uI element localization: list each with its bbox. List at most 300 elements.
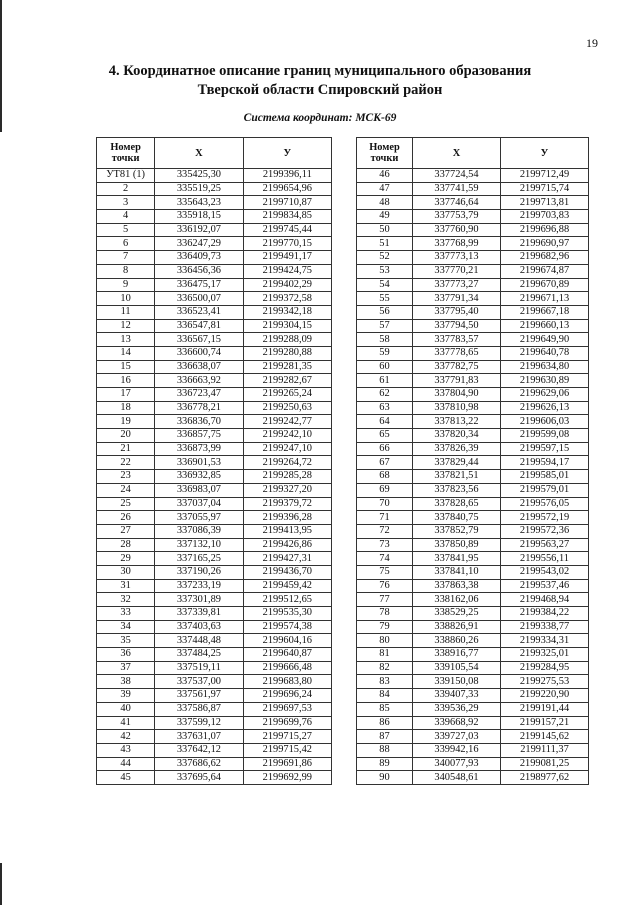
x-coordinate-cell: 336523,41 (155, 305, 243, 319)
table-row (357, 593, 589, 607)
x-coordinate-cell: 338860,26 (413, 634, 501, 648)
x-coordinate-cell: 337537,00 (155, 675, 243, 689)
x-coordinate-cell: 340548,61 (413, 771, 501, 785)
y-coordinate-cell: 2199634,80 (501, 360, 589, 374)
y-coordinate-cell: 2199713,81 (501, 196, 589, 210)
x-coordinate-cell: 337519,11 (155, 661, 243, 675)
x-coordinate-cell: 337599,12 (155, 716, 243, 730)
x-coordinate-cell: 336873,99 (155, 442, 243, 456)
x-coordinate-cell: 337055,97 (155, 511, 243, 525)
table-row (357, 182, 589, 196)
point-number-cell: 69 (357, 483, 413, 497)
point-number-cell: 34 (97, 620, 155, 634)
y-coordinate-cell: 2199327,20 (243, 483, 331, 497)
table-header-row (97, 138, 332, 169)
x-coordinate-cell: 337841,95 (413, 552, 501, 566)
point-number-cell: 76 (357, 579, 413, 593)
table-row (357, 675, 589, 689)
y-coordinate-cell: 2199342,18 (243, 305, 331, 319)
table-row (97, 771, 332, 785)
scan-edge-bottom (0, 863, 2, 905)
y-coordinate-cell: 2199242,77 (243, 415, 331, 429)
y-coordinate-cell: 2199649,90 (501, 333, 589, 347)
point-number-cell: 63 (357, 401, 413, 415)
point-number-cell: 9 (97, 278, 155, 292)
coordinates-table-right (356, 137, 589, 785)
x-coordinate-cell: 337037,04 (155, 497, 243, 511)
y-coordinate-cell: 2199697,53 (243, 702, 331, 716)
point-number-cell: 81 (357, 648, 413, 662)
y-coordinate-cell: 2199111,37 (501, 743, 589, 757)
page-number: 19 (586, 36, 598, 50)
y-coordinate-cell: 2199275,53 (501, 675, 589, 689)
header-point-line1: Номер (110, 142, 141, 153)
y-coordinate-cell: 2199606,03 (501, 415, 589, 429)
x-coordinate-cell: 337403,63 (155, 620, 243, 634)
x-coordinate-cell: 339105,54 (413, 661, 501, 675)
table-row (357, 497, 589, 511)
table-row (97, 305, 332, 319)
y-coordinate-cell: 2199157,21 (501, 716, 589, 730)
document-title (60, 62, 580, 100)
table-row (97, 442, 332, 456)
y-coordinate-cell: 2199745,44 (243, 223, 331, 237)
point-number-cell: 50 (357, 223, 413, 237)
y-coordinate-cell: 2199402,29 (243, 278, 331, 292)
x-coordinate-cell: 339727,03 (413, 730, 501, 744)
x-coordinate-cell: 337778,65 (413, 346, 501, 360)
x-coordinate-cell: 337233,19 (155, 579, 243, 593)
y-coordinate-cell: 2199654,96 (243, 182, 331, 196)
y-coordinate-cell: 2199572,36 (501, 524, 589, 538)
point-number-cell: 38 (97, 675, 155, 689)
table-row (357, 511, 589, 525)
table-row (357, 305, 589, 319)
table-row (357, 771, 589, 785)
table-row (357, 470, 589, 484)
point-number-cell: 29 (97, 552, 155, 566)
y-coordinate-cell: 2199691,86 (243, 757, 331, 771)
y-coordinate-cell: 2199396,11 (243, 169, 331, 183)
point-number-cell: 42 (97, 730, 155, 744)
table-row (357, 333, 589, 347)
point-number-cell: 12 (97, 319, 155, 333)
y-coordinate-cell: 2199543,02 (501, 565, 589, 579)
table-row (357, 360, 589, 374)
x-coordinate-cell: 337132,10 (155, 538, 243, 552)
y-coordinate-cell: 2199304,15 (243, 319, 331, 333)
y-coordinate-cell: 2199334,31 (501, 634, 589, 648)
table-row (357, 716, 589, 730)
table-row (97, 552, 332, 566)
y-coordinate-cell: 2199699,76 (243, 716, 331, 730)
x-coordinate-cell: 337773,27 (413, 278, 501, 292)
table-row (357, 702, 589, 716)
point-number-cell: 45 (97, 771, 155, 785)
point-number-cell: 89 (357, 757, 413, 771)
y-coordinate-cell: 2199282,67 (243, 374, 331, 388)
y-coordinate-cell: 2199710,87 (243, 196, 331, 210)
x-coordinate-cell: 337823,56 (413, 483, 501, 497)
x-coordinate-cell: 339150,08 (413, 675, 501, 689)
point-number-cell: 3 (97, 196, 155, 210)
point-number-cell: 43 (97, 743, 155, 757)
x-coordinate-cell: 337724,54 (413, 169, 501, 183)
table-row (357, 634, 589, 648)
point-number-cell: 7 (97, 251, 155, 265)
table-row (357, 237, 589, 251)
table-row (97, 292, 332, 306)
scan-edge-top (0, 0, 2, 132)
point-number-cell: 74 (357, 552, 413, 566)
table-row (97, 702, 332, 716)
x-coordinate-cell: 336475,17 (155, 278, 243, 292)
x-coordinate-cell: 337791,34 (413, 292, 501, 306)
x-coordinate-cell: 337695,64 (155, 771, 243, 785)
y-coordinate-cell: 2199459,42 (243, 579, 331, 593)
y-coordinate-cell: 2199537,46 (501, 579, 589, 593)
x-coordinate-cell: 337820,34 (413, 429, 501, 443)
y-coordinate-cell: 2199574,38 (243, 620, 331, 634)
table-row (97, 401, 332, 415)
point-number-cell: 21 (97, 442, 155, 456)
y-coordinate-cell: 2199220,90 (501, 689, 589, 703)
x-coordinate-cell: 337086,39 (155, 524, 243, 538)
header-y: У (501, 138, 589, 169)
x-coordinate-cell: 338529,25 (413, 607, 501, 621)
point-number-cell: 26 (97, 511, 155, 525)
point-number-cell: 78 (357, 607, 413, 621)
x-coordinate-cell: 336663,92 (155, 374, 243, 388)
x-coordinate-cell: 337804,90 (413, 388, 501, 402)
point-number-cell: 39 (97, 689, 155, 703)
y-coordinate-cell: 2199384,22 (501, 607, 589, 621)
y-coordinate-cell: 2199579,01 (501, 483, 589, 497)
point-number-cell: 87 (357, 730, 413, 744)
point-number-cell: 10 (97, 292, 155, 306)
y-coordinate-cell: 2199468,94 (501, 593, 589, 607)
y-coordinate-cell: 2199703,83 (501, 210, 589, 224)
x-coordinate-cell: 337561,97 (155, 689, 243, 703)
point-number-cell: 68 (357, 470, 413, 484)
table-row (357, 483, 589, 497)
y-coordinate-cell: 2199427,31 (243, 552, 331, 566)
table-row (97, 429, 332, 443)
point-number-cell: 41 (97, 716, 155, 730)
y-coordinate-cell: 2199670,89 (501, 278, 589, 292)
x-coordinate-cell: 337760,90 (413, 223, 501, 237)
point-number-cell: 66 (357, 442, 413, 456)
table-row (97, 182, 332, 196)
y-coordinate-cell: 2199572,19 (501, 511, 589, 525)
x-coordinate-cell: 337782,75 (413, 360, 501, 374)
point-number-cell: 59 (357, 346, 413, 360)
table-row (97, 196, 332, 210)
table-row (357, 196, 589, 210)
x-coordinate-cell: 336901,53 (155, 456, 243, 470)
point-number-cell: 64 (357, 415, 413, 429)
x-coordinate-cell: 337841,10 (413, 565, 501, 579)
point-number-cell: 90 (357, 771, 413, 785)
point-number-cell: 79 (357, 620, 413, 634)
table-row (97, 360, 332, 374)
x-coordinate-cell: 337301,89 (155, 593, 243, 607)
x-coordinate-cell: 337840,75 (413, 511, 501, 525)
point-number-cell: 33 (97, 607, 155, 621)
y-coordinate-cell: 2199715,74 (501, 182, 589, 196)
table-row (97, 689, 332, 703)
x-coordinate-cell: 337852,79 (413, 524, 501, 538)
y-coordinate-cell: 2199265,24 (243, 388, 331, 402)
y-coordinate-cell: 2199247,10 (243, 442, 331, 456)
x-coordinate-cell: 339536,29 (413, 702, 501, 716)
point-number-cell: 49 (357, 210, 413, 224)
table-row (357, 278, 589, 292)
table-row (357, 524, 589, 538)
point-number-cell: 61 (357, 374, 413, 388)
table-row (357, 319, 589, 333)
y-coordinate-cell: 2199280,88 (243, 346, 331, 360)
y-coordinate-cell: 2199690,97 (501, 237, 589, 251)
x-coordinate-cell: 336409,73 (155, 251, 243, 265)
title-line-2: Тверской области Спировский район (197, 82, 443, 98)
y-coordinate-cell: 2199715,27 (243, 730, 331, 744)
point-number-cell: 16 (97, 374, 155, 388)
x-coordinate-cell: 336638,07 (155, 360, 243, 374)
point-number-cell: 72 (357, 524, 413, 538)
x-coordinate-cell: 337586,87 (155, 702, 243, 716)
table-row (97, 415, 332, 429)
point-number-cell: 20 (97, 429, 155, 443)
header-x: X (413, 138, 501, 169)
point-number-cell: 71 (357, 511, 413, 525)
x-coordinate-cell: 336456,36 (155, 264, 243, 278)
point-number-cell: 28 (97, 538, 155, 552)
table-row (97, 483, 332, 497)
y-coordinate-cell: 2199563,27 (501, 538, 589, 552)
x-coordinate-cell: 336600,74 (155, 346, 243, 360)
x-coordinate-cell: 337339,81 (155, 607, 243, 621)
point-number-cell: 53 (357, 264, 413, 278)
y-coordinate-cell: 2199576,05 (501, 497, 589, 511)
table-row (97, 374, 332, 388)
table-row (357, 415, 589, 429)
point-number-cell: 70 (357, 497, 413, 511)
point-number-cell: 84 (357, 689, 413, 703)
point-number-cell: 52 (357, 251, 413, 265)
x-coordinate-cell: 337863,38 (413, 579, 501, 593)
y-coordinate-cell: 2198977,62 (501, 771, 589, 785)
point-number-cell: 48 (357, 196, 413, 210)
table-row (357, 757, 589, 771)
y-coordinate-cell: 2199585,01 (501, 470, 589, 484)
x-coordinate-cell: 335643,23 (155, 196, 243, 210)
y-coordinate-cell: 2199372,58 (243, 292, 331, 306)
x-coordinate-cell: 337828,65 (413, 497, 501, 511)
y-coordinate-cell: 2199284,95 (501, 661, 589, 675)
y-coordinate-cell: 2199640,87 (243, 648, 331, 662)
point-number-cell: 51 (357, 237, 413, 251)
y-coordinate-cell: 2199594,17 (501, 456, 589, 470)
x-coordinate-cell: 337741,59 (413, 182, 501, 196)
x-coordinate-cell: 338162,06 (413, 593, 501, 607)
point-number-cell: 73 (357, 538, 413, 552)
x-coordinate-cell: 337773,13 (413, 251, 501, 265)
point-number-cell: 54 (357, 278, 413, 292)
table-row (357, 579, 589, 593)
table-row (357, 442, 589, 456)
point-number-cell: 25 (97, 497, 155, 511)
header-point-line1: Номер (369, 142, 400, 153)
y-coordinate-cell: 2199281,35 (243, 360, 331, 374)
x-coordinate-cell: 335519,25 (155, 182, 243, 196)
y-coordinate-cell: 2199597,15 (501, 442, 589, 456)
point-number-cell: 65 (357, 429, 413, 443)
table-row (97, 278, 332, 292)
point-number-cell: 6 (97, 237, 155, 251)
point-number-cell: 82 (357, 661, 413, 675)
point-number-cell: 44 (97, 757, 155, 771)
point-number-cell: 24 (97, 483, 155, 497)
point-number-cell: 46 (357, 169, 413, 183)
x-coordinate-cell: 337813,22 (413, 415, 501, 429)
header-point-number (357, 138, 413, 169)
y-coordinate-cell: 2199770,15 (243, 237, 331, 251)
table-row (97, 511, 332, 525)
point-number-cell: 40 (97, 702, 155, 716)
x-coordinate-cell: 336500,07 (155, 292, 243, 306)
x-coordinate-cell: 337165,25 (155, 552, 243, 566)
x-coordinate-cell: 337642,12 (155, 743, 243, 757)
point-number-cell: 60 (357, 360, 413, 374)
y-coordinate-cell: 2199081,25 (501, 757, 589, 771)
x-coordinate-cell: 336247,29 (155, 237, 243, 251)
y-coordinate-cell: 2199599,08 (501, 429, 589, 443)
point-number-cell: 36 (97, 648, 155, 662)
x-coordinate-cell: 337770,21 (413, 264, 501, 278)
point-number-cell: 31 (97, 579, 155, 593)
y-coordinate-cell: 2199145,62 (501, 730, 589, 744)
point-number-cell: 17 (97, 388, 155, 402)
header-point-number (97, 138, 155, 169)
x-coordinate-cell: 336932,85 (155, 470, 243, 484)
x-coordinate-cell: 337753,79 (413, 210, 501, 224)
point-number-cell: 56 (357, 305, 413, 319)
point-number-cell: 80 (357, 634, 413, 648)
y-coordinate-cell: 2199715,42 (243, 743, 331, 757)
x-coordinate-cell: 337484,25 (155, 648, 243, 662)
table-row (357, 689, 589, 703)
x-coordinate-cell: 336983,07 (155, 483, 243, 497)
x-coordinate-cell: 336547,81 (155, 319, 243, 333)
x-coordinate-cell: 337810,98 (413, 401, 501, 415)
point-number-cell: 37 (97, 661, 155, 675)
table-row (357, 346, 589, 360)
x-coordinate-cell: 336778,21 (155, 401, 243, 415)
point-number-cell: 85 (357, 702, 413, 716)
table-row (97, 593, 332, 607)
y-coordinate-cell: 2199250,63 (243, 401, 331, 415)
y-coordinate-cell: 2199426,86 (243, 538, 331, 552)
table-row (97, 565, 332, 579)
y-coordinate-cell: 2199712,49 (501, 169, 589, 183)
table-row (357, 264, 589, 278)
x-coordinate-cell: 339407,33 (413, 689, 501, 703)
point-number-cell: 2 (97, 182, 155, 196)
table-row (97, 223, 332, 237)
y-coordinate-cell: 2199491,17 (243, 251, 331, 265)
point-number-cell: 27 (97, 524, 155, 538)
table-row (97, 661, 332, 675)
y-coordinate-cell: 2199671,13 (501, 292, 589, 306)
y-coordinate-cell: 2199413,95 (243, 524, 331, 538)
point-number-cell: 58 (357, 333, 413, 347)
x-coordinate-cell: 337746,64 (413, 196, 501, 210)
table-row (97, 538, 332, 552)
point-number-cell: 4 (97, 210, 155, 224)
header-y: У (243, 138, 331, 169)
point-number-cell: 83 (357, 675, 413, 689)
header-point-line2: точки (111, 153, 140, 164)
x-coordinate-cell: 336857,75 (155, 429, 243, 443)
y-coordinate-cell: 2199436,70 (243, 565, 331, 579)
table-row (357, 607, 589, 621)
table-row (97, 620, 332, 634)
x-coordinate-cell: 336192,07 (155, 223, 243, 237)
point-number-cell: 75 (357, 565, 413, 579)
y-coordinate-cell: 2199834,85 (243, 210, 331, 224)
point-number-cell: 62 (357, 388, 413, 402)
x-coordinate-cell: 337190,26 (155, 565, 243, 579)
x-coordinate-cell: 337791,83 (413, 374, 501, 388)
table-row (97, 648, 332, 662)
y-coordinate-cell: 2199288,09 (243, 333, 331, 347)
table-row (97, 470, 332, 484)
y-coordinate-cell: 2199630,89 (501, 374, 589, 388)
y-coordinate-cell: 2199325,01 (501, 648, 589, 662)
point-number-cell: 35 (97, 634, 155, 648)
coordinate-system-caption: Система координат: МСК-69 (243, 112, 397, 124)
point-number-cell: 23 (97, 470, 155, 484)
x-coordinate-cell: 337768,99 (413, 237, 501, 251)
x-coordinate-cell: 336723,47 (155, 388, 243, 402)
y-coordinate-cell: 2199191,44 (501, 702, 589, 716)
y-coordinate-cell: 2199682,96 (501, 251, 589, 265)
table-row (97, 456, 332, 470)
table-row (357, 388, 589, 402)
y-coordinate-cell: 2199640,78 (501, 346, 589, 360)
table-row (97, 757, 332, 771)
table-row (357, 565, 589, 579)
point-number-cell: 8 (97, 264, 155, 278)
table-row (97, 346, 332, 360)
title-line-1: 4. Координатное описание границ муниципального образования (108, 63, 532, 79)
y-coordinate-cell: 2199667,18 (501, 305, 589, 319)
point-number-cell: 15 (97, 360, 155, 374)
table-row (97, 579, 332, 593)
y-coordinate-cell: 2199396,28 (243, 511, 331, 525)
table-row (97, 333, 332, 347)
y-coordinate-cell: 2199666,48 (243, 661, 331, 675)
y-coordinate-cell: 2199696,88 (501, 223, 589, 237)
point-number-cell: УТ81 (1) (97, 169, 155, 183)
y-coordinate-cell: 2199338,77 (501, 620, 589, 634)
table-row (97, 716, 332, 730)
point-number-cell: 30 (97, 565, 155, 579)
table-row (97, 497, 332, 511)
y-coordinate-cell: 2199379,72 (243, 497, 331, 511)
x-coordinate-cell: 339942,16 (413, 743, 501, 757)
